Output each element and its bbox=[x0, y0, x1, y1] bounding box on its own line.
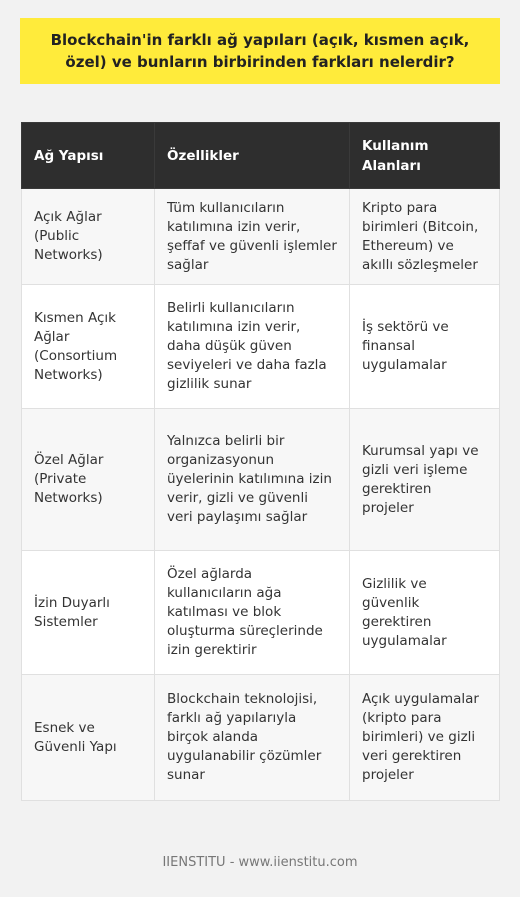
table-row bbox=[22, 551, 500, 675]
cell-usage-areas: Gizlilik ve güvenlik gerektiren uygulamalar bbox=[350, 551, 500, 675]
cell-features: Tüm kullanıcıların katılımına izin verir, şeffaf ve güvenli işlemler sağlar bbox=[155, 189, 350, 285]
cell-network-type: İzin Duyarlı Sistemler bbox=[22, 551, 155, 675]
cell-features: Yalnızca belirli bir organizasyonun üyelerinin katılımına izin verir, gizli ve güvenli veri paylaşımı sağlar bbox=[155, 409, 350, 551]
cell-usage-areas: Kurumsal yapı ve gizli veri işleme gerektiren projeler bbox=[350, 409, 500, 551]
table-header-row bbox=[22, 123, 500, 189]
cell-network-type: Esnek ve Güvenli Yapı bbox=[22, 675, 155, 801]
title-banner bbox=[20, 18, 500, 84]
header-network-type: Ağ Yapısı bbox=[22, 123, 155, 189]
cell-features: Belirli kullanıcıların katılımına izin verir, daha düşük güven seviyeleri ve daha fazla gizlilik sunar bbox=[155, 285, 350, 409]
footer-credit: IIENSTITU - www.iienstitu.com bbox=[162, 855, 358, 870]
cell-usage-areas: Kripto para birimleri (Bitcoin, Ethereum) ve akıllı sözleşmeler bbox=[350, 189, 500, 285]
cell-network-type: Açık Ağlar (Public Networks) bbox=[22, 189, 155, 285]
table-row bbox=[22, 189, 500, 285]
comparison-table bbox=[21, 122, 500, 801]
cell-network-type: Kısmen Açık Ağlar (Consortium Networks) bbox=[22, 285, 155, 409]
cell-usage-areas: İş sektörü ve finansal uygulamalar bbox=[350, 285, 500, 409]
cell-features: Blockchain teknolojisi, farklı ağ yapılarıyla birçok alanda uygulanabilir çözümler sunar bbox=[155, 675, 350, 801]
cell-usage-areas: Açık uygulamalar (kripto para birimleri) ve gizli veri gerektiren projeler bbox=[350, 675, 500, 801]
table-row bbox=[22, 285, 500, 409]
table-row bbox=[22, 675, 500, 801]
cell-network-type: Özel Ağlar (Private Networks) bbox=[22, 409, 155, 551]
cell-features: Özel ağlarda kullanıcıların ağa katılması ve blok oluşturma süreçlerinde izin gerektirir bbox=[155, 551, 350, 675]
header-features: Özellikler bbox=[155, 123, 350, 189]
table-row bbox=[22, 409, 500, 551]
header-usage-areas: Kullanım Alanları bbox=[350, 123, 500, 189]
page-title: Blockchain'in farklı ağ yapıları (açık, kısmen açık, özel) ve bunların birbirinden farkları nelerdir? bbox=[50, 31, 470, 71]
